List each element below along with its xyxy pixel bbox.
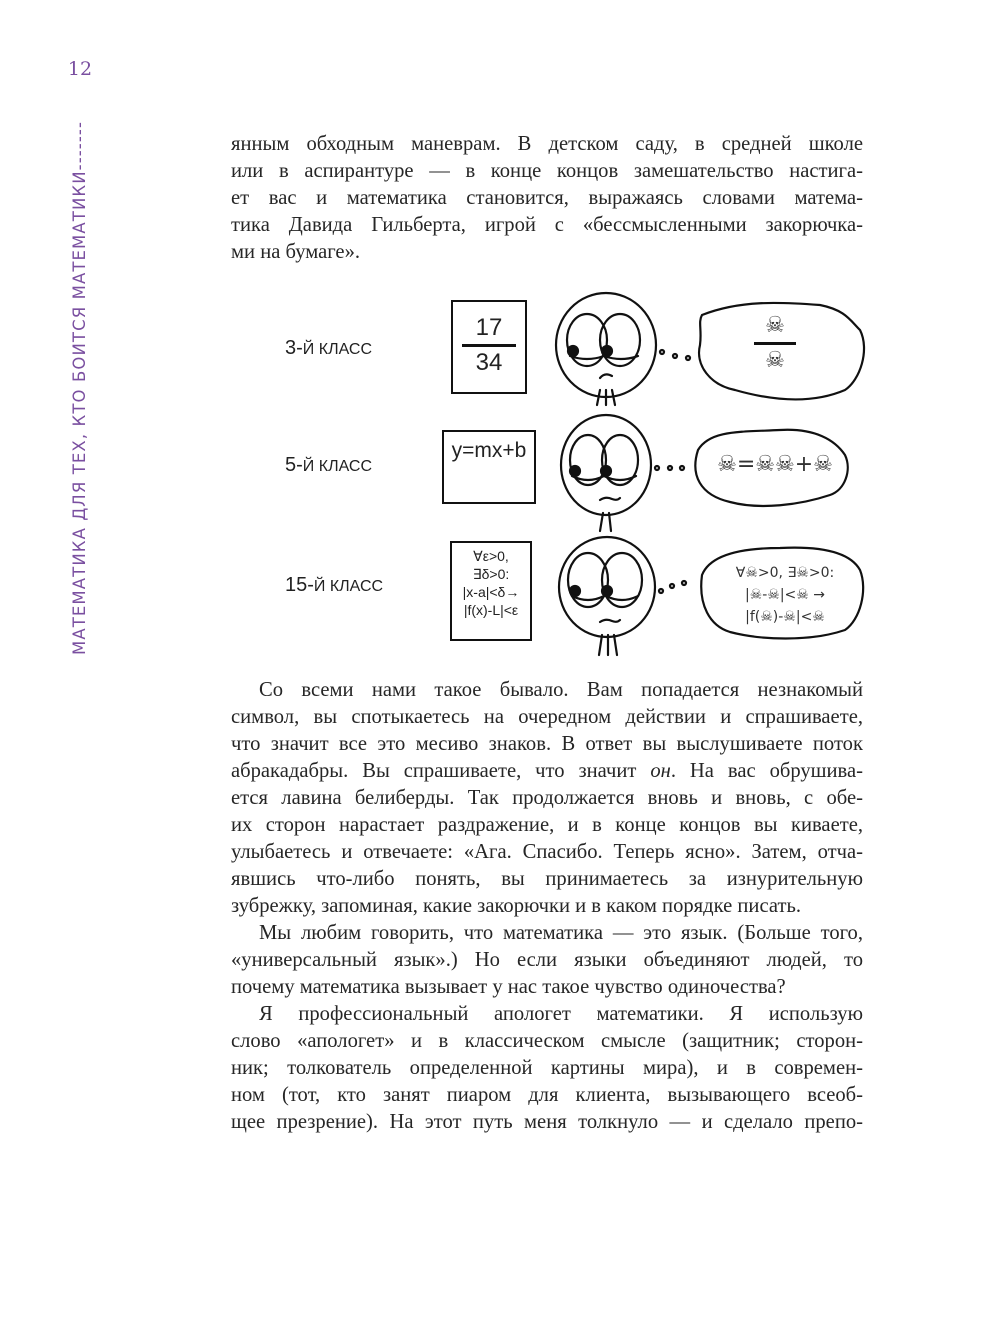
definition-line: ∀ε>0, xyxy=(473,548,509,564)
text-line: «универсальный язык».) Но если языки объединяют людей, то xyxy=(231,949,863,971)
text-line: что значит все это месиво знаков. В ответ вы выслушиваете поток xyxy=(231,733,863,755)
text-line: щее презрение). На этот путь меня толкнуло — и сделало препо- xyxy=(231,1111,863,1133)
denominator: 34 xyxy=(475,349,503,376)
equation-text: y=mx+b xyxy=(451,439,527,462)
thought-line: ∀☠>0, ∃☠>0: xyxy=(735,565,835,581)
text-line xyxy=(231,758,863,785)
text-line: тика Давида Гильберта, игрой с «бессмысленными закорючка- xyxy=(231,214,863,236)
grade-label-15 xyxy=(285,574,383,597)
definition-line: ∃δ>0: xyxy=(472,566,510,582)
paragraph xyxy=(231,920,863,1001)
text-line: ном (тот, кто занят пиаром для клиента, вызывающего всеоб- xyxy=(231,1084,863,1106)
page-number: 12 xyxy=(67,58,93,80)
fraction-bar xyxy=(462,344,516,347)
board-fraction xyxy=(451,300,527,394)
definition-line: |f(x)-L|<ε xyxy=(463,602,519,618)
text-line: или в аспирантуре — в конце концов замешательство настига- xyxy=(231,160,863,182)
text-line: ми на бумаге». xyxy=(231,241,361,263)
text-line: ет вас и математика становится, выражаясь словами матема- xyxy=(231,187,863,209)
board-definition xyxy=(450,541,532,641)
skull-icon: ☠ xyxy=(765,313,785,338)
text-line: почему математика вызывает у нас такое чувство одиночества? xyxy=(231,976,786,998)
text-line: Мы любим говорить, что математика — это язык. (Больше того, xyxy=(259,922,863,944)
running-head: МАТЕМАТИКА ДЛЯ ТЕХ, КТО БОИТСЯ МАТЕМАТИКИ------- xyxy=(70,120,89,655)
text-line: их сторон нарастает раздражение, и в конце концов вы киваете, xyxy=(231,814,863,836)
text-fragment: абракадабры. Вы спрашиваете, что значит xyxy=(231,760,651,782)
text-line: слово «апологет» и в классическом смысле (защитник; сторон- xyxy=(231,1030,863,1052)
board-equation xyxy=(442,430,536,504)
numerator: 17 xyxy=(475,314,503,341)
grade-number: 3- xyxy=(285,337,303,359)
grade-label-5 xyxy=(285,454,372,477)
body-text xyxy=(231,677,863,1136)
text-line: ник; толкователь определенной картины мира), и в современ- xyxy=(231,1057,863,1079)
text-line: ется лавина белиберды. Так продолжается вновь и вновь, с обе- xyxy=(231,787,863,809)
grade-number: 5- xyxy=(285,454,303,476)
text-fragment: . На вас обрушива- xyxy=(670,760,863,782)
thought-line: |☠-☠|<☠ → xyxy=(744,587,826,603)
definition-line: |x-a|<δ→ xyxy=(462,584,520,600)
intro-paragraph xyxy=(231,131,863,266)
thought-fraction xyxy=(740,312,810,375)
grade-label-3 xyxy=(285,337,372,360)
grade-word: Й КЛАСС xyxy=(302,458,372,475)
skull-icon: ☠ xyxy=(765,348,785,373)
comic-illustration xyxy=(270,290,870,665)
thought-equation: ☠=☠☠+☠ xyxy=(717,452,833,477)
paragraph xyxy=(231,1001,863,1136)
italic-word: он xyxy=(650,760,671,782)
text-line: улыбаетесь и отвечаете: «Ага. Спасибо. Теперь ясно». Затем, отча- xyxy=(231,841,863,863)
text-line: символ, вы спотыкаетесь на очередном действии и спрашиваете, xyxy=(231,706,863,728)
text-line: Со всеми нами такое бывало. Вам попадается незнакомый xyxy=(259,679,863,701)
text-line: Я профессиональный апологет математики. Я использую xyxy=(259,1003,863,1025)
paragraph xyxy=(231,677,863,920)
grade-number: 15- xyxy=(285,574,314,596)
fraction-bar xyxy=(754,342,796,345)
text-line: зубрежку, запоминая, какие закорючки и в каком порядке писать. xyxy=(231,895,801,917)
grade-word: Й КЛАСС xyxy=(313,578,384,595)
text-line: явшись что-либо понять, вы принимаетесь за изнурительную xyxy=(231,868,863,890)
thought-line: |f(☠)-☠|<☠ xyxy=(745,609,825,625)
thought-definition xyxy=(710,562,860,628)
text-line: янным обходным маневрам. В детском саду, в средней школе xyxy=(231,133,863,155)
grade-word: Й КЛАСС xyxy=(302,341,372,358)
